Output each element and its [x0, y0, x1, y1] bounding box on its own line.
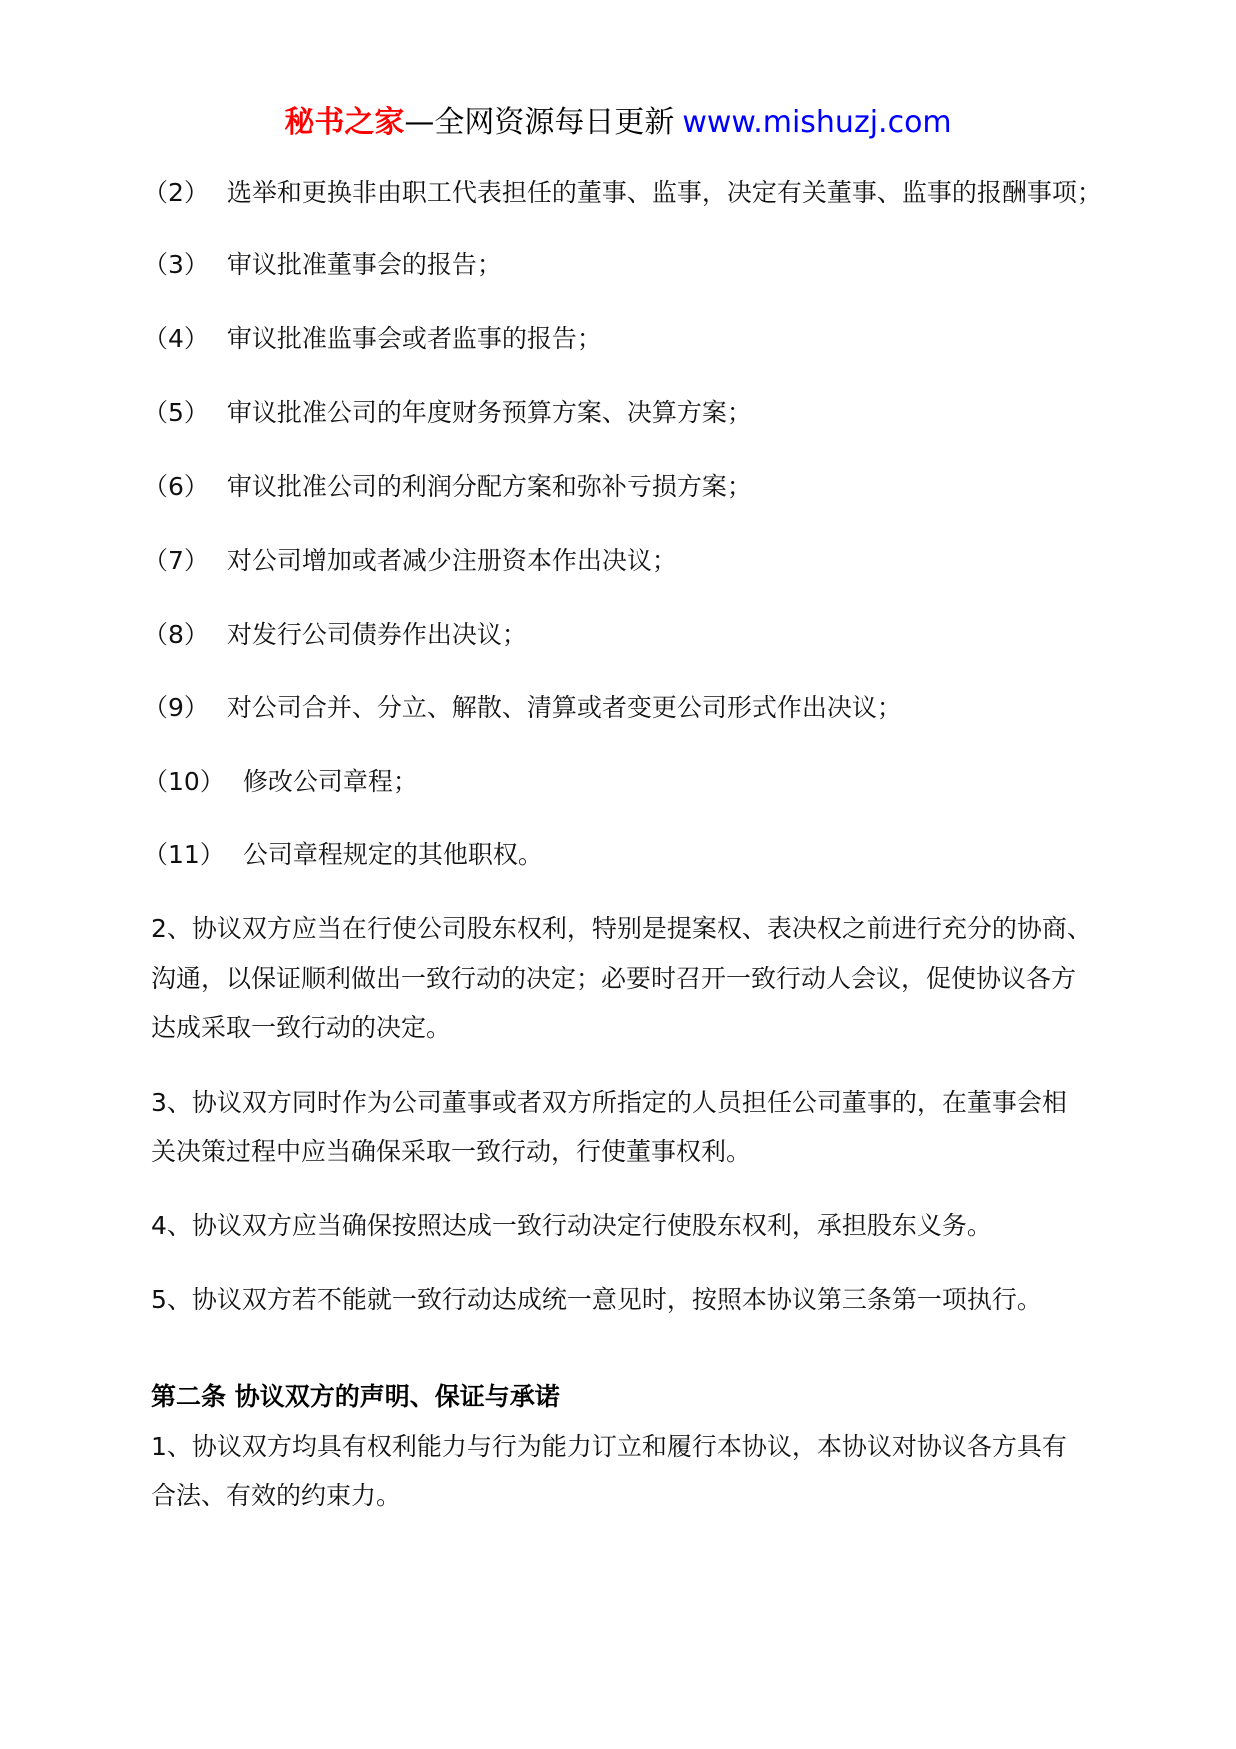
power-number: （2）	[143, 178, 209, 207]
power-number: （11）	[143, 840, 225, 869]
power-item	[143, 693, 902, 723]
clause-line: 5、协议双方若不能就一致行动达成统一意见时，按照本协议第三条第一项执行。	[151, 1285, 1042, 1314]
power-text: 审议批准监事会或者监事的报告；	[226, 324, 602, 353]
power-number: （5）	[143, 398, 209, 427]
clause-line: 关决策过程中应当确保采取一致行动，行使董事权利。	[151, 1137, 752, 1166]
power-text: 对发行公司债券作出决议；	[226, 620, 527, 649]
power-number: （7）	[143, 546, 209, 575]
power-item	[143, 546, 677, 576]
power-item	[143, 398, 752, 428]
power-item	[143, 620, 527, 650]
power-item	[143, 767, 418, 797]
power-item	[143, 840, 543, 870]
power-text: 审议批准公司的利润分配方案和弥补亏损方案；	[226, 472, 752, 501]
clause-line: 沟通，以保证顺利做出一致行动的决定；必要时召开一致行动人会议，促使协议各方	[151, 964, 1077, 993]
power-number: （8）	[143, 620, 209, 649]
power-text: 选举和更换非由职工代表担任的董事、监事，决定有关董事、监事的报酬事项；	[226, 178, 1102, 207]
clause-line: 2、协议双方应当在行使公司股东权利，特别是提案权、表决权之前进行充分的协商、	[151, 914, 1092, 943]
power-text: 对公司合并、分立、解散、清算或者变更公司形式作出决议；	[226, 693, 902, 722]
header-brand: 秘书之家	[284, 105, 405, 140]
clause-line: 1、协议双方均具有权利能力与行为能力订立和履行本协议，本协议对协议各方具有	[151, 1432, 1067, 1461]
power-number: （3）	[143, 250, 209, 279]
page-header	[0, 105, 1236, 141]
header-url-link[interactable]: www.mishuzj.com	[682, 105, 952, 140]
clause-line: 达成采取一致行动的决定。	[151, 1013, 452, 1042]
power-number: （4）	[143, 324, 209, 353]
power-text: 对公司增加或者减少注册资本作出决议；	[226, 546, 677, 575]
power-text: 公司章程规定的其他职权。	[242, 840, 543, 869]
power-text: 审议批准董事会的报告；	[226, 250, 502, 279]
power-item	[143, 250, 502, 280]
power-number: （10）	[143, 767, 225, 796]
power-text: 审议批准公司的年度财务预算方案、决算方案；	[226, 398, 752, 427]
clause-line: 4、协议双方应当确保按照达成一致行动决定行使股东权利，承担股东义务。	[151, 1211, 992, 1240]
power-text: 修改公司章程；	[242, 767, 418, 796]
section-heading: 第二条 协议双方的声明、保证与承诺	[151, 1382, 560, 1411]
header-slogan: —全网资源每日更新	[404, 105, 675, 140]
clause-line: 3、协议双方同时作为公司董事或者双方所指定的人员担任公司董事的，在董事会相	[151, 1088, 1067, 1117]
clause-line: 合法、有效的约束力。	[151, 1481, 402, 1510]
power-number: （6）	[143, 472, 209, 501]
power-item	[143, 178, 1102, 208]
power-number: （9）	[143, 693, 209, 722]
power-item	[143, 324, 602, 354]
power-item	[143, 472, 752, 502]
